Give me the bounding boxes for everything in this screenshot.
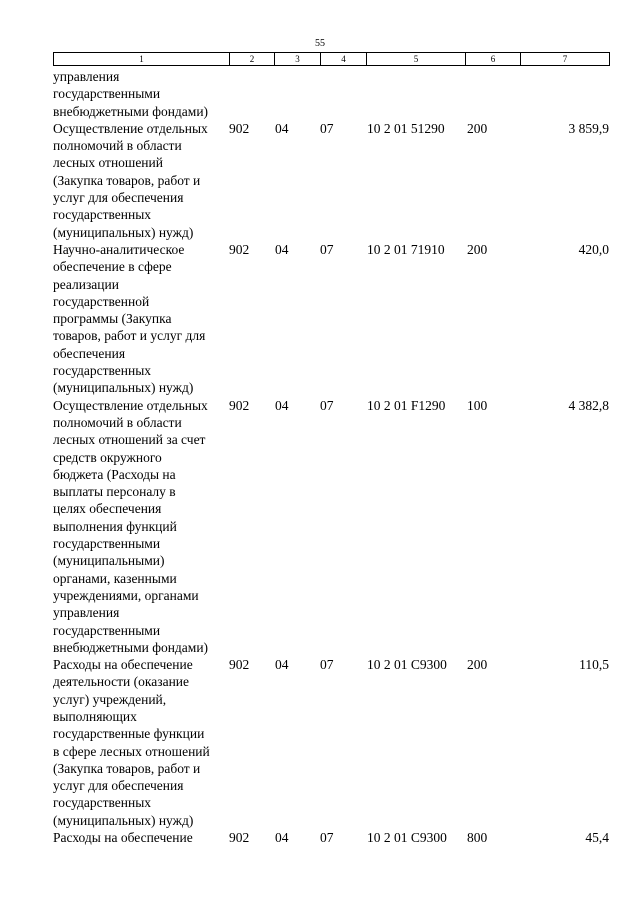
row-amount: 4 382,8 bbox=[568, 397, 609, 413]
row-ministry-code: 902 bbox=[229, 120, 250, 136]
header-col-4: 4 bbox=[321, 53, 367, 65]
row-section-code: 04 bbox=[275, 397, 289, 413]
table-header bbox=[53, 52, 610, 66]
header-col-5: 5 bbox=[367, 53, 466, 65]
header-col-7: 7 bbox=[562, 54, 568, 64]
header-col-3: 3 bbox=[275, 53, 321, 65]
table-row bbox=[0, 120, 640, 241]
row-amount: 45,4 bbox=[585, 830, 609, 846]
row-target-article: 10 2 01 C9300 bbox=[367, 830, 447, 846]
table-row bbox=[0, 656, 640, 829]
row-name: Научно-аналитическое обеспечение в сфере реализации государственной программы (Закупка товаров, работ и услуг для обеспечения государственных (муниципальных) нужд) bbox=[53, 241, 206, 396]
table-row bbox=[0, 241, 640, 397]
row-expense-type: 100 bbox=[467, 397, 488, 413]
row-subsection-code: 07 bbox=[320, 830, 334, 846]
row-expense-type: 200 bbox=[467, 120, 488, 136]
row-expense-type: 200 bbox=[467, 241, 488, 257]
row-amount: 420,0 bbox=[578, 241, 609, 257]
row-subsection-code: 07 bbox=[320, 657, 334, 673]
row-subsection-code: 07 bbox=[320, 241, 334, 257]
table-row bbox=[0, 829, 640, 846]
row-ministry-code: 902 bbox=[229, 830, 250, 846]
row-subsection-code: 07 bbox=[320, 120, 334, 136]
row-subsection-code: 07 bbox=[320, 397, 334, 413]
row-amount: 110,5 bbox=[579, 657, 609, 673]
table-row bbox=[0, 68, 640, 120]
row-section-code: 04 bbox=[275, 657, 289, 673]
row-ministry-code: 902 bbox=[229, 397, 250, 413]
row-name: Осуществление отдельных полномочий в области лесных отношений (Закупка товаров, работ и услуг для обеспечения государственных (муниципальных) нужд) bbox=[53, 120, 208, 240]
table-body bbox=[0, 68, 640, 846]
row-target-article: 10 2 01 F1290 bbox=[367, 397, 446, 413]
row-amount: 3 859,9 bbox=[568, 120, 609, 136]
row-name: Расходы на обеспечение bbox=[53, 830, 193, 846]
row-ministry-code: 902 bbox=[229, 241, 250, 257]
row-name: Осуществление отдельных полномочий в области лесных отношений за счет средств окружного бюджета (Расходы на выплаты персоналу в целях обеспечения выполнения функций государственными (муниципальными) органами, казенными учреждениями, органами управления государственными внебюджетными фондами) bbox=[53, 397, 209, 655]
header-col-6: 6 bbox=[466, 53, 521, 65]
row-section-code: 04 bbox=[275, 241, 289, 257]
header-col-2: 2 bbox=[230, 53, 275, 65]
row-expense-type: 200 bbox=[467, 657, 488, 673]
row-name: управления государственными внебюджетными фондами) bbox=[53, 69, 209, 119]
row-target-article: 10 2 01 71910 bbox=[367, 241, 445, 257]
table-row bbox=[0, 397, 640, 656]
row-expense-type: 800 bbox=[467, 830, 488, 846]
row-target-article: 10 2 01 C9300 bbox=[367, 657, 447, 673]
row-section-code: 04 bbox=[275, 120, 289, 136]
header-col-1: 1 bbox=[54, 53, 230, 65]
row-name: Расходы на обеспечение деятельности (оказание услуг) учреждений, выполняющих государственные функции в сфере лесных отношений (Закупка товаров, работ и услуг для обеспечения государственных (муниципальных) нужд) bbox=[53, 657, 210, 828]
row-section-code: 04 bbox=[275, 830, 289, 846]
row-ministry-code: 902 bbox=[229, 657, 250, 673]
page-number: 55 bbox=[315, 38, 325, 49]
row-target-article: 10 2 01 51290 bbox=[367, 120, 445, 136]
